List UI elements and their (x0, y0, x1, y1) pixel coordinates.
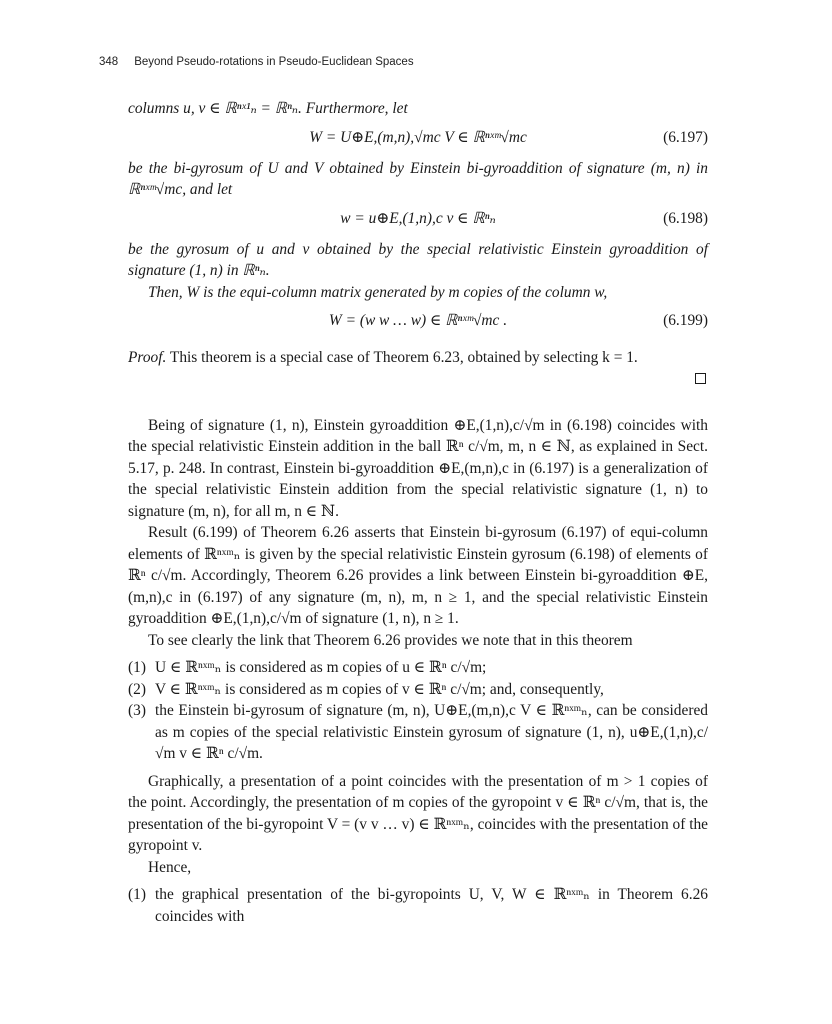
paragraph-1: Being of signature (1, n), Einstein gyroaddition ⊕E,(1,n),c/√m in (6.198) coincides with the special relativistic Einstein addition in the ball ℝⁿ c/√m, m, n ∈ ℕ, as explained in Sect. 5.17, p. 248. In contrast, Einstein bi-gyroaddition ⊕E,(m,n),c in (6.197) is a generalization of the special relativistic Einstein addition from the special relativistic signature (1, n) to signature (m, n), for all m, n ∈ ℕ. (128, 416, 708, 520)
qed-row (128, 369, 708, 391)
list-marker: (1) (128, 659, 146, 676)
list-2 (128, 884, 708, 927)
list-item (128, 700, 708, 765)
page-body (128, 98, 708, 933)
paragraph-4: Graphically, a presentation of a point coincides with the presentation of m > 1 copies of the point. Accordingly, the presentation of m copies of the gyropoint v ∈ ℝⁿ c/√m, that is, the presentation of the bi-gyropoint V = (v v … v) ∈ ℝⁿˣᵐₙ, coincides with the presentation of the gyropoint v. (128, 772, 708, 854)
list-item (128, 657, 708, 679)
theorem-line-2: be the bi-gyrosum of U and V obtained by Einstein bi-gyroaddition of signature (m, n) in ℝⁿˣᵐ√mc, and let (128, 159, 708, 198)
equation-6-199 (128, 305, 708, 337)
paragraph-2: Result (6.199) of Theorem 6.26 asserts that Einstein bi-gyrosum (6.197) of equi-column elements of ℝⁿˣᵐₙ is given by the special relativistic Einstein gyrosum (6.198) of elements of ℝⁿ c/√m. Accordingly, Theorem 6.26 provides a link between Einstein bi-gyroaddition ⊕E,(m,n),c in (6.197) of any signature (m, n), m, n ≥ 1, and the special relativistic Einstein gyroaddition ⊕E,(1,n),c/√m of signature (1, n), n ≥ 1. (128, 524, 708, 627)
proof-paragraph (128, 347, 708, 369)
equation-6-197-formula: W = U⊕E,(m,n),√mc V ∈ ℝⁿˣᵐ√mc (309, 128, 527, 146)
equation-6-198 (128, 203, 708, 235)
proof-text: This theorem is a special case of Theorem 6.23, obtained by selecting k = 1. (169, 349, 638, 366)
proof-label: Proof. (128, 349, 167, 366)
list-item (128, 884, 708, 927)
theorem-line-3: be the gyrosum of u and v obtained by the special relativistic Einstein gyroaddition of signature (1, n) in ℝⁿₙ. (128, 240, 708, 279)
paragraph-5: Hence, (148, 858, 192, 876)
list-item-text: U ∈ ℝⁿˣᵐₙ is considered as m copies of u ∈ ℝⁿ c/√m; (155, 659, 487, 676)
equation-6-198-label: (6.198) (663, 209, 708, 227)
list-item-text: the graphical presentation of the bi-gyropoints U, V, W ∈ ℝⁿˣᵐₙ in Theorem 6.26 coincides with (155, 886, 708, 925)
paragraph-3: To see clearly the link that Theorem 6.26 provides we note that in this theorem (148, 631, 633, 649)
qed-square-icon (695, 373, 706, 384)
list-item (128, 679, 708, 701)
page-header (99, 56, 739, 68)
equation-6-198-formula: w = u⊕E,(1,n),c v ∈ ℝⁿₙ (340, 209, 496, 227)
equation-6-197-label: (6.197) (663, 128, 708, 146)
equation-6-199-formula: W = (w w … w) ∈ ℝⁿˣᵐ√mc . (328, 312, 508, 329)
list-marker: (1) (128, 886, 146, 903)
equation-6-197 (128, 122, 708, 154)
list-marker: (3) (128, 702, 146, 719)
theorem-line-4: Then, W is the equi-column matrix generated by m copies of the column w, (148, 283, 608, 301)
equation-6-199-label: (6.199) (663, 312, 708, 329)
list-marker: (2) (128, 680, 146, 698)
running-title: Beyond Pseudo-rotations in Pseudo-Euclidean Spaces (134, 56, 414, 68)
page-number: 348 (99, 56, 119, 68)
list-1 (128, 657, 708, 765)
list-item-text: V ∈ ℝⁿˣᵐₙ is considered as m copies of v ∈ ℝⁿ c/√m; and, consequently, (155, 680, 604, 698)
theorem-line-1: columns u, v ∈ ℝⁿˣ¹ₙ = ℝⁿₙ. Furthermore, let (128, 100, 408, 117)
list-item-text: the Einstein bi-gyrosum of signature (m, n), U⊕E,(m,n),c V ∈ ℝⁿˣᵐₙ, can be considered as m copies of the special relativistic Einstein gyrosum of signature (1, n), u⊕E,(1,n),c/√m v ∈ ℝⁿ c/√m. (155, 702, 708, 762)
